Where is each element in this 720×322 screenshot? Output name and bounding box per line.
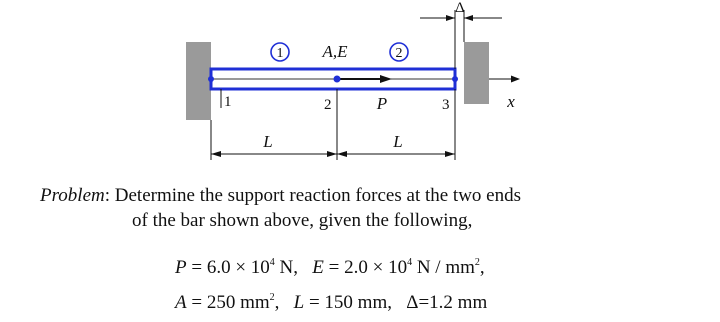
P-exponent: 4 <box>269 257 275 268</box>
givens-line-1 <box>175 257 485 279</box>
problem-label: Problem <box>40 185 105 206</box>
E-symbol: E <box>312 257 324 278</box>
load-label: P <box>376 94 388 113</box>
delta-symbol: Δ <box>406 292 419 313</box>
A-symbol: A <box>175 292 187 313</box>
E-value: = 2.0 × 10 <box>323 257 408 278</box>
problem-line-2 <box>132 210 472 232</box>
E-unit: N / mm <box>412 257 475 278</box>
problem-line-1-text: : Determine the support reaction forces at the two ends <box>104 185 522 206</box>
problem-line-2-text: of the bar shown above, given the following, <box>132 210 473 231</box>
P-symbol: P <box>175 257 187 278</box>
delta-value: =1.2 mm <box>418 292 488 313</box>
element-1-label: 1 <box>276 46 284 61</box>
length-label-right: L <box>393 132 403 151</box>
E-tail: , <box>479 257 485 278</box>
P-value: = 6.0 × 10 <box>186 257 270 278</box>
x-axis-label: x <box>507 92 515 111</box>
L-symbol: L <box>293 292 305 313</box>
A-value: = 250 mm <box>186 292 270 313</box>
P-unit: N, <box>274 257 299 278</box>
property-label: A,E <box>322 42 348 61</box>
gap-label: Δ <box>455 0 465 16</box>
A-tail: , <box>274 292 280 313</box>
length-label-left: L <box>263 132 273 151</box>
problem-line-1 <box>40 185 521 207</box>
node-1-label: 1 <box>224 94 232 110</box>
E-unit-exponent: 2 <box>474 257 480 268</box>
E-exponent: 4 <box>407 257 413 268</box>
element-2-label: 2 <box>395 46 403 61</box>
L-value: = 150 mm, <box>304 292 392 313</box>
node-2-label: 2 <box>324 97 332 113</box>
node-3-label: 3 <box>442 97 450 113</box>
A-exponent: 2 <box>269 292 275 303</box>
givens-line-2 <box>175 292 487 314</box>
